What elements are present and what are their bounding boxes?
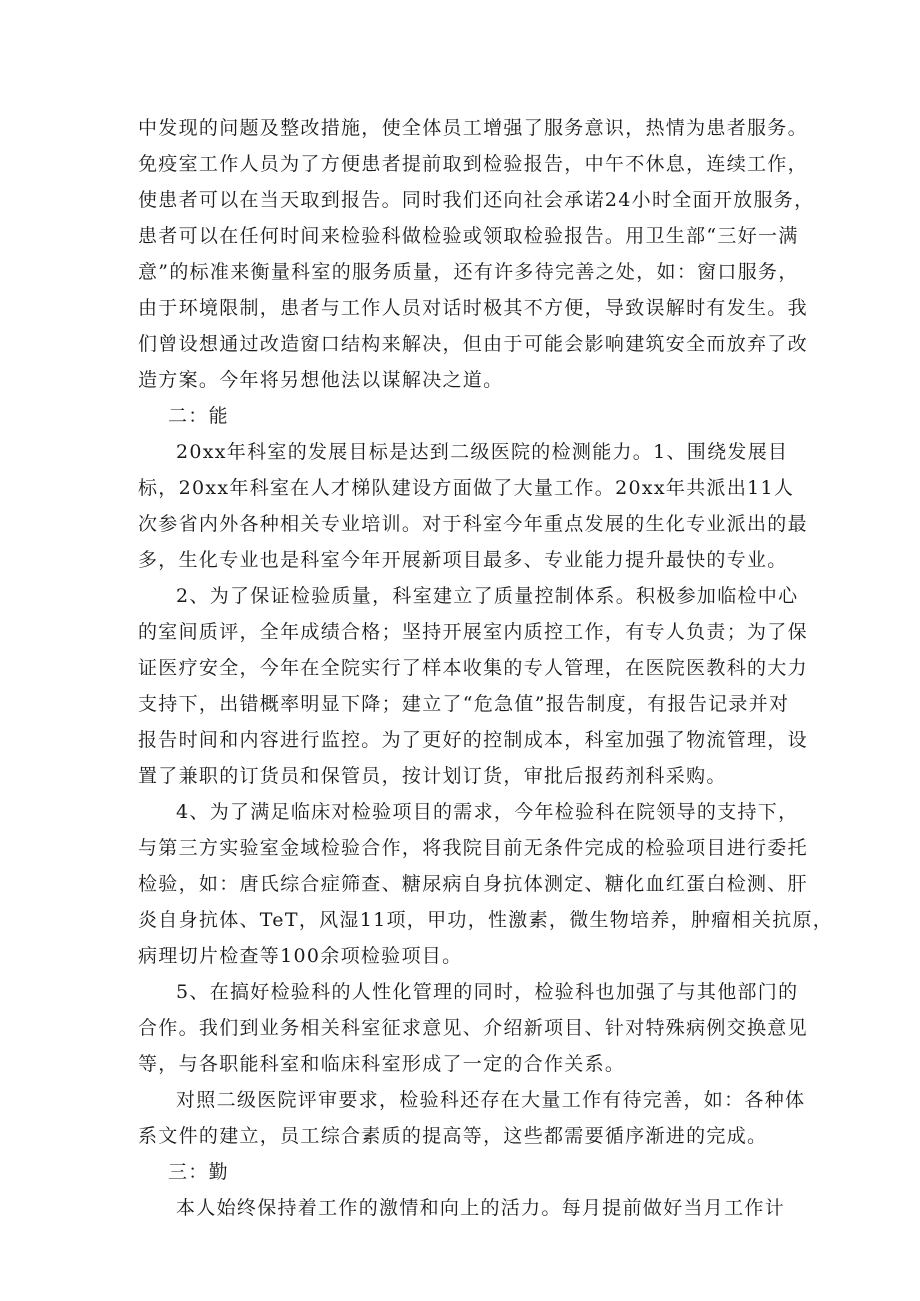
text-line: 免疫室工作人员为了方便患者提前取到检验报告，中午不休息，连续工作， [138,153,808,175]
text-line: 炎自身抗体、TeT，风湿11项，甲功，性激素，微生物培养，肿瘤相关抗原， [138,909,834,931]
text-line: 支持下，出错概率明显下降；建立了“危急值”报告制度，有报告记录并对 [138,693,790,715]
text-line: 标，20xx年科室在人才梯队建设方面做了大量工作。20xx年共派出11人 [138,477,795,499]
text-line: 4、为了满足临床对检验项目的需求，今年检验科在院领导的支持下， [176,801,799,823]
text-line: 系文件的建立，员工综合素质的提高等，这些都需要循序渐进的完成。 [138,1125,768,1147]
text-line: 使患者可以在当天取到报告。同时我们还向社会承诺24小时全面开放服务， [138,189,815,211]
text-line: 等，与各职能科室和临床科室形成了一定的合作关系。 [138,1053,626,1075]
text-line: 患者可以在任何时间来检验科做检验或领取检验报告。用卫生部“三好一满 [138,225,799,247]
text-line: 报告时间和内容进行监控。为了更好的控制成本，科室加强了物流管理，设 [138,729,808,751]
document-body [138,110,834,1226]
text-line: 与第三方实验室金域检验合作，将我院目前无条件完成的检验项目进行委托 [138,837,808,859]
text-line: 们曾设想通过改造窗口结构来解决，但由于可能会影响建筑安全而放弃了改 [138,333,808,355]
text-line: 5、在搞好检验科的人性化管理的同时，检验科也加强了与其他部门的 [176,981,799,1003]
text-line: 病理切片检查等100余项检验项目。 [138,945,463,967]
text-line: 20xx年科室的发展目标是达到二级医院的检测能力。1、围绕发展目 [176,441,789,463]
text-line: 本人始终保持着工作的激情和向上的活力。每月提前做好当月工作计 [176,1197,786,1219]
text-line: 2、为了保证检验质量，科室建立了质量控制体系。积极参加临检中心 [176,585,799,607]
text-line: 的室间质评，全年成绩合格；坚持开展室内质控工作，有专人负责；为了保 [138,621,808,643]
section-heading: 三：勤 [168,1161,229,1183]
section-heading: 二：能 [168,405,229,427]
text-line: 置了兼职的订货员和保管员，按计划订货，审批后报药剂科采购。 [138,765,727,787]
text-line: 由于环境限制，患者与工作人员对话时极其不方便，导致误解时有发生。我 [138,297,808,319]
text-line: 中发现的问题及整改措施，使全体员工增强了服务意识，热情为患者服务。 [138,117,808,139]
text-line: 检验，如：唐氏综合症筛查、糖尿病自身抗体测定、糖化血红蛋白检测、肝 [138,873,808,895]
text-line: 造方案。今年将另想他法以谋解决之道。 [138,369,504,391]
text-line: 意”的标准来衡量科室的服务质量，还有许多待完善之处，如：窗口服务， [138,261,799,283]
text-line: 对照二级医院评审要求，检验科还存在大量工作有待完善，如：各种体 [176,1089,806,1111]
text-line: 合作。我们到业务相关科室征求意见、介绍新项目、针对特殊病例交换意见 [138,1017,808,1039]
text-line: 证医疗安全，今年在全院实行了样本收集的专人管理，在医院医教科的大力 [138,657,808,679]
text-line: 次参省内外各种相关专业培训。对于科室今年重点发展的生化专业派出的最 [138,513,808,535]
text-line: 多，生化专业也是科室今年开展新项目最多、专业能力提升最快的专业。 [138,549,788,571]
